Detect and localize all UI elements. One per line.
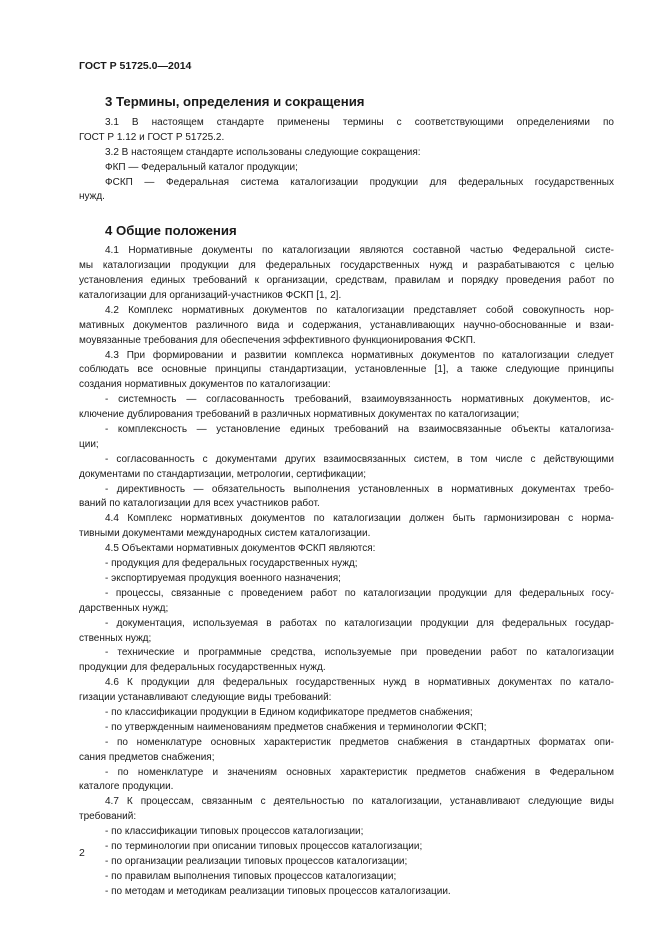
text-line: - технические и программные средства, используемые при проведении работ по каталогизации	[105, 647, 614, 659]
text-line: продукции для федеральных государственных нужд.	[79, 662, 326, 674]
text-line: ключение дублирования требований в различных нормативных документах по каталогизации;	[79, 409, 520, 421]
text-line: требований:	[79, 811, 137, 823]
text-line: ФКП — Федеральный каталог продукции;	[105, 161, 298, 173]
text-line: 4.7 К процессам, связанным с деятельностью по каталогизации, устанавливают следующие виды	[105, 796, 614, 808]
text-line: - по методам и методикам реализации типовых процессов каталогизации.	[105, 885, 451, 897]
text-line: - по утвержденным наименованиям предметов снабжения и терминологии ФСКП;	[105, 721, 487, 733]
text-line: - по номенклатуре и значениям основных характеристик предметов снабжения в Федеральном	[105, 766, 614, 778]
text-line: - документация, используемая в работах по каталогизации продукции для федеральных государ-	[105, 617, 614, 629]
text-line: соблюдать все основные принципы стандартизации, установленные [1], а также следующие принципы	[79, 364, 614, 376]
text-line: мы каталогизации продукции для федеральных государственных нужд и разрабатываются с целью	[79, 260, 614, 272]
text-line: - комплексность — установление единых требований на взаимосвязанные объекты каталогиза-	[105, 424, 614, 436]
text-line: - продукция для федеральных государственных нужд;	[105, 558, 358, 570]
text-line: - по классификации продукции в Едином кодификаторе предметов снабжения;	[105, 706, 473, 718]
text-line: гизации устанавливают следующие виды требований:	[79, 692, 332, 704]
section-3-body	[79, 116, 614, 205]
section-4-heading: 4 Общие положения	[105, 223, 237, 239]
text-line: 4.3 При формировании и развитии комплекса нормативных документов по каталогизации следует	[105, 349, 614, 361]
text-line: ции;	[79, 438, 99, 450]
text-line: создания нормативных документов по каталогизации:	[79, 379, 331, 391]
text-line: установления единых требований к организации, средствам, правилам и порядку проведения работ по	[79, 275, 614, 287]
text-line: 4.5 Объектами нормативных документов ФСКП являются:	[105, 543, 376, 555]
text-line: тивными документами международных систем каталогизации.	[79, 528, 371, 540]
text-line: 4.4 Комплекс нормативных документов по каталогизации должен быть гармонизирован с норма-	[105, 513, 614, 525]
text-line: ственных нужд;	[79, 632, 152, 644]
text-line: ваний по каталогизации для всех участников работ.	[79, 498, 320, 510]
text-line: 4.1 Нормативные документы по каталогизации являются составной частью Федеральной систе-	[105, 245, 614, 257]
text-line: - согласованность с документами других взаимосвязанных систем, в том числе с действующими	[105, 453, 614, 465]
text-line: 3.2 В настоящем стандарте использованы следующие сокращения:	[105, 146, 421, 158]
text-line: ГОСТ Р 1.12 и ГОСТ Р 51725.2.	[79, 131, 225, 143]
text-line: 3.1 В настоящем стандарте применены термины с соответствующими определениями по	[105, 117, 614, 128]
text-line: сания предметов снабжения;	[79, 751, 215, 763]
section-3-heading: 3 Термины, определения и сокращения	[105, 94, 365, 109]
text-line: 4.6 К продукции для федеральных государственных нужд в нормативных документах по катало-	[105, 677, 614, 689]
text-line: - по номенклатуре основных характеристик предметов снабжения в стандартных форматах опи-	[105, 736, 614, 748]
text-line: - по организации реализации типовых процессов каталогизации;	[105, 855, 408, 867]
text-line: каталоге продукции.	[79, 781, 174, 793]
text-line: нужд.	[79, 191, 105, 203]
text-line: мативных документов различного вида и содержания, устанавливающих научно-обоснованные и взаи-	[79, 319, 614, 331]
text-line: 4.2 Комплекс нормативных документов по каталогизации представляет собой совокупность нор-	[105, 304, 614, 316]
text-line: каталогизации для организаций-участников ФСКП [1, 2].	[79, 290, 342, 302]
text-line: - по терминологии при описании типовых процессов каталогизации;	[105, 840, 423, 852]
text-line: - экспортируемая продукция военного назначения;	[105, 572, 341, 584]
text-line: - системность — согласованность требований, взаимоувязанность нормативных документов, ис-	[105, 394, 614, 406]
text-line: - по классификации типовых процессов каталогизации;	[105, 826, 364, 838]
text-line: - по правилам выполнения типовых процессов каталогизации;	[105, 870, 397, 882]
text-line: ФСКП — Федеральная система каталогизации продукции для федеральных государственных	[105, 176, 614, 188]
text-line: моувязанные требования для обеспечения эффективного функционирования ФСКП.	[79, 334, 476, 346]
document-code-header: ГОСТ Р 51725.0—2014	[79, 60, 192, 72]
section-4-body	[79, 244, 614, 899]
page-number: 2	[79, 847, 85, 859]
text-line: - директивность — обязательность выполнения установленных в нормативных документах требо-	[105, 483, 614, 495]
text-line: документами по стандартизации, метрологии, сертификации;	[79, 468, 367, 480]
text-line: - процессы, связанные с проведением работ по каталогизации продукции для федеральных госу-	[105, 587, 614, 599]
text-line: дарственных нужд;	[79, 602, 169, 614]
